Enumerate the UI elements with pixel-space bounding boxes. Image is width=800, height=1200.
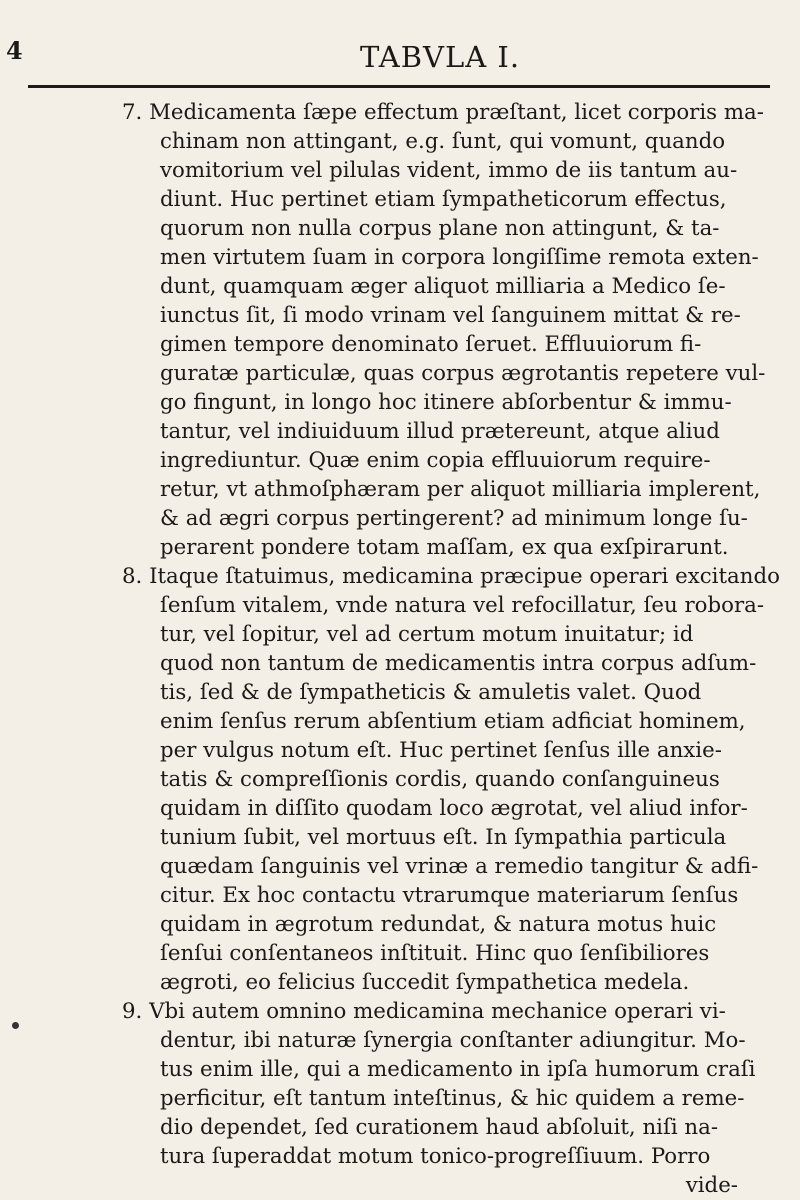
text-line: dentur, ibi naturæ ſynergia conſtanter adiungitur. Mo- bbox=[160, 1028, 746, 1053]
text-line: ingrediuntur. Quæ enim copia effluuiorum require- bbox=[160, 448, 711, 473]
catchword: vide- bbox=[685, 1173, 738, 1198]
text-line: quorum non nulla corpus plane non attingunt, & ta- bbox=[160, 216, 720, 241]
text-line: gimen tempore denominato ſeruet. Effluuiorum fi- bbox=[160, 332, 702, 357]
text-line: retur, vt athmoſphæram per aliquot milliaria implerent, bbox=[160, 477, 761, 502]
text-line: quidam in diſſito quodam loco ægrotat, vel aliud infor- bbox=[160, 796, 748, 821]
text-line: perficitur, eſt tantum inteſtinus, & hic quidem a reme- bbox=[160, 1086, 745, 1111]
text-line: tura ſuperaddat motum tonico-progreſſiuum. Porro bbox=[160, 1144, 711, 1169]
text-line: tis, ſed & de ſympatheticis & amuletis valet. Quod bbox=[160, 680, 702, 705]
header-rule bbox=[28, 85, 770, 88]
text-line: perarent pondere totam maſſam, ex qua exſpirarunt. bbox=[160, 535, 729, 560]
text-line: quædam ſanguinis vel vrinæ a remedio tangitur & adfi- bbox=[160, 854, 759, 879]
text-line: dunt, quamquam æger aliquot milliaria a Medico ſe- bbox=[160, 274, 726, 299]
body-text bbox=[122, 98, 780, 1200]
text-line: & ad ægri corpus pertingerent? ad minimum longe ſu- bbox=[160, 506, 748, 531]
text-line: tus enim ille, qui a medicamento in ipſa humorum craſi bbox=[160, 1057, 756, 1082]
page-number: 4 bbox=[6, 36, 23, 65]
text-line: per vulgus notum eſt. Huc pertinet ſenſus ille anxie- bbox=[160, 738, 722, 763]
text-line: tur, vel ſopitur, vel ad certum motum inuitatur; id bbox=[160, 622, 694, 647]
text-line: quod non tantum de medicamentis intra corpus adſum- bbox=[160, 651, 757, 676]
text-line: quidam in ægrotum redundat, & natura motus huic bbox=[160, 912, 717, 937]
text-line: tatis & compreſſionis cordis, quando conſanguineus bbox=[160, 767, 720, 792]
running-head: TABVLA I. bbox=[360, 40, 521, 74]
text-line: tunium ſubit, vel mortuus eſt. In ſympathia particula bbox=[160, 825, 727, 850]
text-line: go fingunt, in longo hoc itinere abſorbentur & immu- bbox=[160, 390, 732, 415]
text-line: tantur, vel indiuiduum illud prætereunt, atque aliud bbox=[160, 419, 720, 444]
text-line: 7. Medicamenta ſæpe effectum præſtant, licet corporis ma- bbox=[122, 100, 764, 125]
text-line: guratæ particulæ, quas corpus ægrotantis repetere vul- bbox=[160, 361, 766, 386]
text-line: diunt. Huc pertinet etiam ſympatheticorum effectus, bbox=[160, 187, 727, 212]
text-line: vomitorium vel pilulas vident, immo de iis tantum au- bbox=[160, 158, 738, 183]
text-line: iunctus ſit, ſi modo vrinam vel ſanguinem mittat & re- bbox=[160, 303, 741, 328]
text-line: ſenſum vitalem, vnde natura vel refocillatur, ſeu robora- bbox=[160, 593, 765, 618]
text-line: enim ſenſus rerum abſentium etiam adficiat hominem, bbox=[160, 709, 746, 734]
text-line: men virtutem ſuam in corpora longiſſime remota exten- bbox=[160, 245, 759, 270]
text-line: 9. Vbi autem omnino medicamina mechanice operari vi- bbox=[122, 999, 726, 1024]
text-line: citur. Ex hoc contactu vtrarumque materiarum ſenſus bbox=[160, 883, 739, 908]
ink-spot bbox=[12, 1022, 19, 1029]
text-line: dio dependet, ſed curationem haud abſoluit, niſi na- bbox=[160, 1115, 719, 1140]
text-line: 8. Itaque ſtatuimus, medicamina præcipue operari excitando bbox=[122, 564, 780, 589]
text-line: ægroti, eo felicius ſuccedit ſympathetica medela. bbox=[160, 970, 690, 995]
text-line: ſenſui conſentaneos inſtituit. Hinc quo ſenſibiliores bbox=[160, 941, 710, 966]
text-line: chinam non attingant, e.g. ſunt, qui vomunt, quando bbox=[160, 129, 726, 154]
